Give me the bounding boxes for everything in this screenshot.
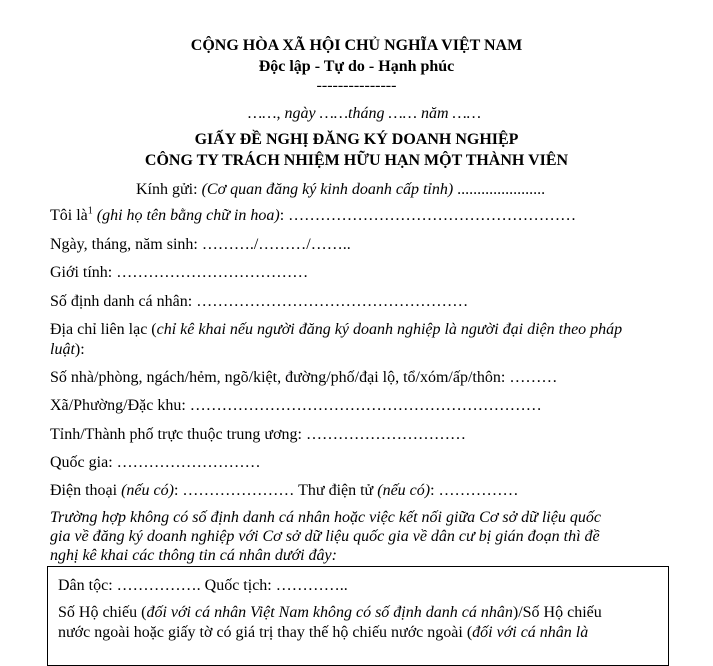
addressee-line [136, 180, 545, 200]
contact-hint: chỉ kê khai nếu người đăng ký doanh nghiệp là người đại diện theo pháp [156, 321, 623, 338]
addressee-label: Kính gửi: [136, 181, 202, 198]
passport-line-1 [58, 603, 602, 623]
footnote-marker: 1 [87, 205, 93, 217]
email-hint: (nếu có) [377, 482, 431, 499]
dob-field[interactable]: Ngày, tháng, năm sinh: ………./………/…….. [50, 236, 351, 253]
contact-address-label [50, 320, 622, 340]
email-dots[interactable]: : …………… [430, 482, 519, 499]
email-label: Thư điện tử [294, 482, 378, 499]
phone-label: Điện thoại [50, 482, 122, 499]
country-field[interactable]: Quốc gia: ……………………… [50, 454, 261, 471]
passport-hint-2: đối với cá nhân là [472, 624, 589, 641]
motto-heading: Độc lập - Tự do - Hạnh phúc [258, 58, 455, 75]
contact-suffix: ): [74, 341, 85, 358]
contact-address-label-cont [50, 340, 85, 360]
contact-label: Địa chỉ liên lạc ( [50, 321, 157, 338]
form-title: GIẤY ĐỀ NGHỊ ĐĂNG KÝ DOANH NGHIỆP [194, 131, 519, 148]
name-hint: (ghi họ tên bằng chữ in hoa) [92, 207, 280, 224]
street-field[interactable]: Số nhà/phòng, ngách/hẻm, ngõ/kiệt, đường/phố/đại lộ, tổ/xóm/ấp/thôn: ……… [50, 369, 558, 386]
note-line-3: nghị kê khai các thông tin cá nhân dưới đây: [50, 547, 337, 564]
gender-field[interactable]: Giới tính: ……………………………… [50, 264, 309, 281]
phone-dots[interactable]: : ………………… [173, 482, 295, 499]
addressee-dots[interactable]: ...................... [453, 181, 546, 198]
passport-label-a: Số Hộ chiếu ( [58, 604, 147, 621]
note-line-2: gia về đăng ký doanh nghiệp với Cơ sở dữ liệu quốc gia về dân cư bị gián đoạn thì đề [50, 528, 600, 545]
passport-label-b: )/Số Hộ chiếu [512, 604, 602, 621]
id-number-field[interactable]: Số định danh cá nhân: …………………………………………… [50, 293, 469, 310]
name-label: Tôi là [50, 207, 88, 224]
phone-email-field[interactable] [50, 481, 519, 501]
date-line: ……, ngày ……tháng …… năm …… [248, 105, 481, 122]
passport-hint-1: đối với cá nhân Việt Nam không có số định danh cá nhân [146, 604, 513, 621]
phone-hint: (nếu có) [121, 482, 174, 499]
addressee-hint: (Cơ quan đăng ký kinh doanh cấp tỉnh) [201, 181, 454, 198]
passport-line-2 [58, 623, 588, 643]
name-field[interactable] [50, 206, 576, 226]
divider: --------------- [316, 77, 397, 94]
ward-field[interactable]: Xã/Phường/Đặc khu: ………………………………………………………… [50, 397, 542, 414]
province-field[interactable]: Tỉnh/Thành phố trực thuộc trung ương: ………………………… [50, 426, 466, 443]
ethnicity-nationality-field[interactable]: Dân tộc: ……………. Quốc tịch: ………….. [58, 577, 348, 594]
passport-label-c: nước ngoài hoặc giấy tờ có giá trị thay thế hộ chiếu nước ngoài ( [58, 624, 473, 641]
nation-heading: CỘNG HÒA XÃ HỘI CHỦ NGHĨA VIỆT NAM [190, 37, 523, 54]
contact-hint-cont: luật [50, 341, 75, 358]
form-subtitle: CÔNG TY TRÁCH NHIỆM HỮU HẠN MỘT THÀNH VIÊN [144, 152, 569, 169]
name-dots[interactable]: : ……………………………………………… [279, 207, 577, 224]
note-line-1: Trường hợp không có số định danh cá nhân hoặc việc kết nối giữa Cơ sở dữ liệu quốc [50, 509, 601, 526]
